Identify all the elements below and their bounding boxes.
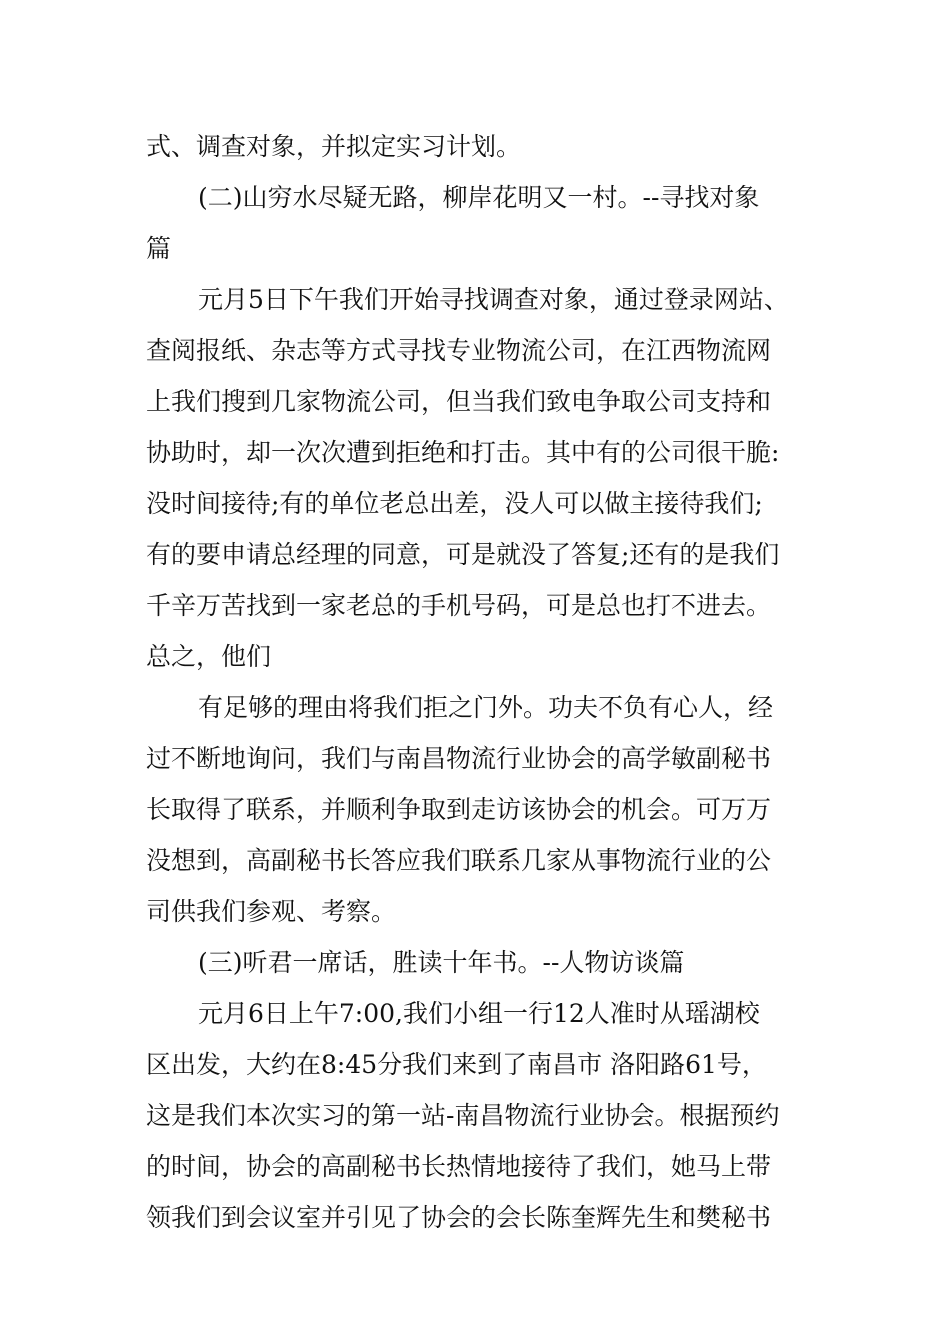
text-line: 有足够的理由将我们拒之门外。功夫不负有心人，经 (198, 693, 774, 722)
text-line: 区出发，大约在8:45分我们来到了南昌市 洛阳路61号， (146, 1050, 767, 1079)
text-line: 查阅报纸、杂志等方式寻找专业物流公司，在江西物流网 (146, 336, 772, 365)
text-line: 式、调查对象，并拟定实习计划。 (146, 132, 522, 161)
text-line: 千辛万苦找到一家老总的手机号码，可是总也打不进去。 (146, 591, 772, 620)
text-line: 领我们到会议室并引见了协会的会长陈奎辉先生和樊秘书 (146, 1203, 772, 1232)
document-body (146, 130, 811, 1252)
text-line: 协助时，却一次次遭到拒绝和打击。其中有的公司很干脆: (146, 438, 780, 467)
text-line: 这是我们本次实习的第一站-南昌物流行业协会。根据预约 (146, 1101, 780, 1130)
text-line: 元月6日上午7:00,我们小组一行12人准时从瑶湖校 (198, 999, 760, 1028)
text-line: 的时间，协会的高副秘书长热情地接待了我们，她马上带 (146, 1152, 772, 1181)
text-line: 司供我们参观、考察。 (146, 897, 397, 926)
text-line: 长取得了联系，并顺利争取到走访该协会的机会。可万万 (146, 795, 772, 824)
text-line: 篇 (146, 234, 172, 263)
text-line: 有的要申请总经理的同意，可是就没了答复;还有的是我们 (146, 540, 780, 569)
text-line: 过不断地询问，我们与南昌物流行业协会的高学敏副秘书 (146, 744, 772, 773)
text-line: 总之，他们 (146, 642, 272, 671)
section-heading: (二)山穷水尽疑无路，柳岸花明又一村。--寻找对象 (198, 183, 760, 212)
text-line: 上我们搜到几家物流公司，但当我们致电争取公司支持和 (146, 387, 772, 416)
text-line: 元月5日下午我们开始寻找调查对象，通过登录网站、 (198, 285, 789, 314)
text-line: 没时间接待;有的单位老总出差，没人可以做主接待我们; (146, 489, 763, 518)
section-heading: (三)听君一席话，胜读十年书。--人物访谈篇 (198, 948, 685, 977)
text-line: 没想到，高副秘书长答应我们联系几家从事物流行业的公 (146, 846, 772, 875)
